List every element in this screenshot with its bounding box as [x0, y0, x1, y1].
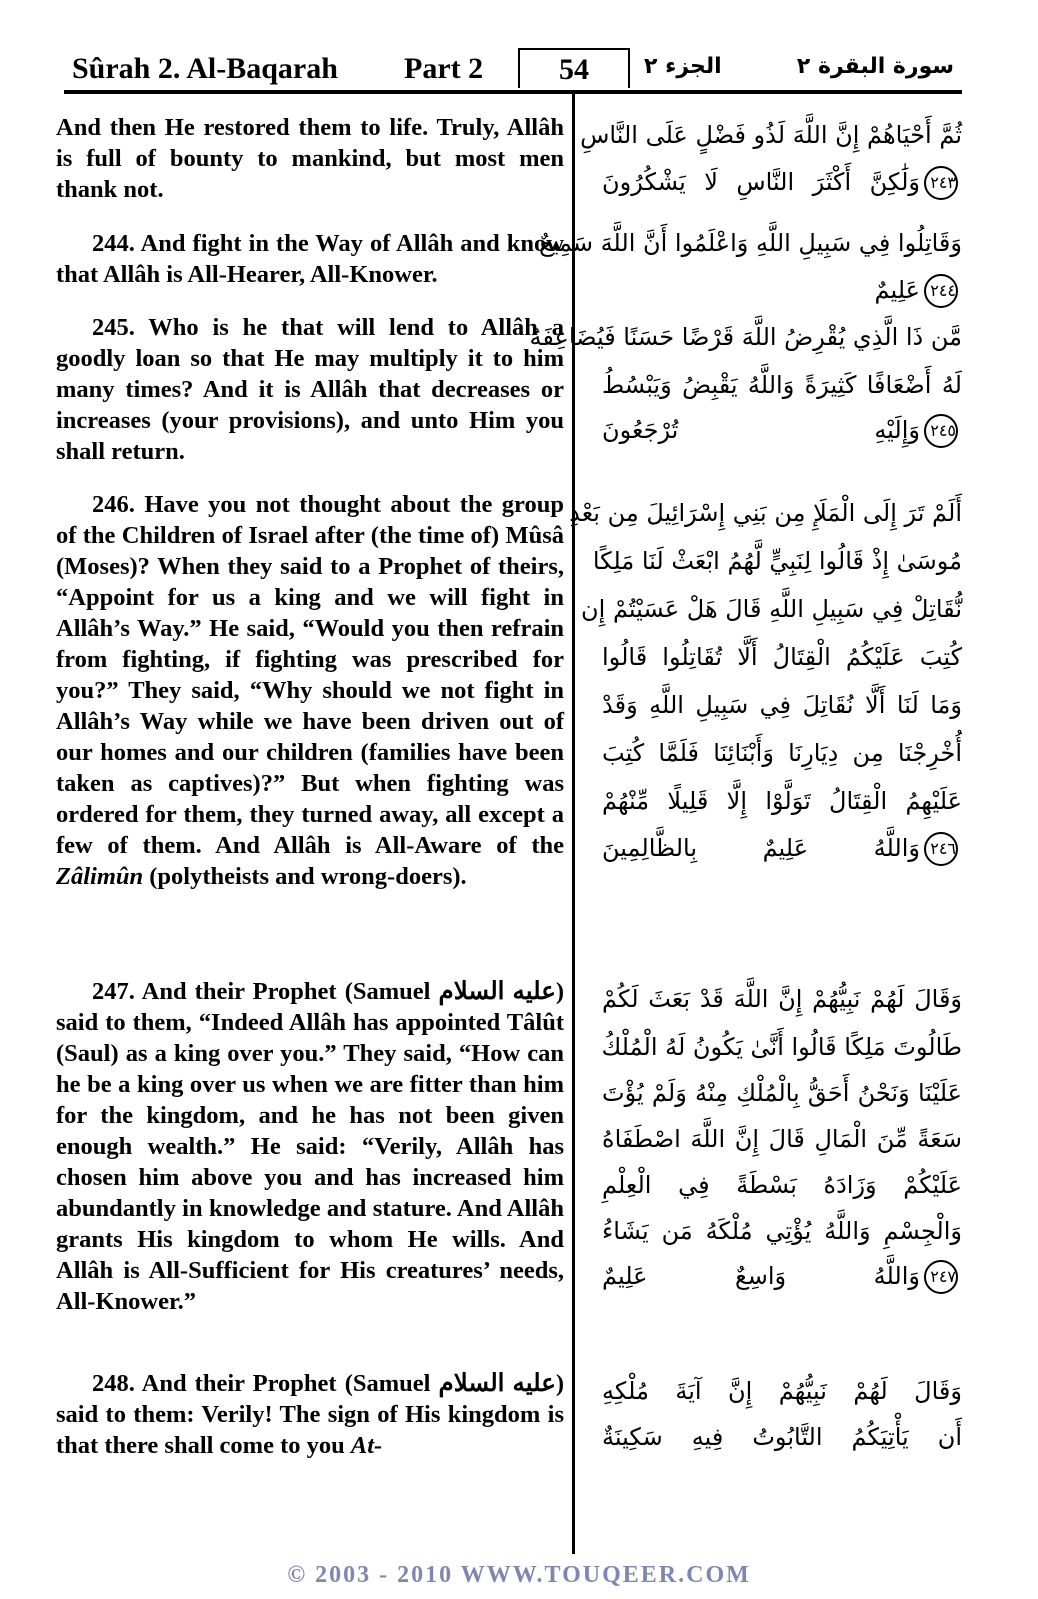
surah-title: Sûrah 2. Al-Baqarah: [72, 52, 338, 85]
arabic-text: وَاللَّهُ عَلِيمٌ بِالظَّالِمِينَ: [602, 834, 920, 862]
column-divider: [572, 94, 575, 1554]
english-paragraph: [56, 112, 564, 205]
verse-number: 245.: [92, 314, 135, 341]
arabic-line: [602, 166, 962, 200]
arabic-line: لَهُ أَضْعَافًا كَثِيرَةً وَاللَّهُ يَقْبِضُ وَيَبْسُطُ: [602, 371, 962, 399]
arabic-text: عَلِيمٌ: [874, 276, 920, 304]
part-label: Part 2: [404, 52, 484, 85]
arabic-line: مُوسَىٰ إِذْ قَالُوا لِنَبِيٍّ لَّهُمُ ابْعَثْ لَنَا مَلِكًا: [592, 547, 962, 575]
arabic-line: طَالُوتَ مَلِكًا قَالُوا أَنَّىٰ يَكُونُ لَهُ الْمُلْكُ: [601, 1033, 962, 1061]
ayah-marker-icon: ٢٤٦: [924, 832, 958, 866]
verse-text: Have you not thought about the group of the Children of Israel after (the time of) Mûsâ (Moses)? When they said to a Prophet of theirs, “Appoint for us a king and we will fight in Allâh’s Way.” He said, “Would you then refrain from fighting, if fighting was prescribed for you?” They said, “Why should we not fight in Allâh’s Way while we have been driven out of our homes and our children (families have been taken as captives)?” But when fighting was ordered for them, they turned away, all except a few of them. And Allâh is All-Aware of the Zâlimûn (polytheists and wrong-doers).: [56, 491, 564, 890]
arabic-text: وَاللَّهُ وَاسِعٌ عَلِيمٌ: [602, 1262, 920, 1290]
arabic-line: أَلَمْ تَرَ إِلَى الْمَلَإِ مِن بَنِي إِسْرَائِيلَ مِن بَعْدِ: [569, 499, 962, 527]
page-header: [64, 48, 962, 90]
ayah-marker-icon: ٢٤٥: [924, 414, 958, 448]
english-paragraph: [56, 312, 564, 467]
surah-title-arabic: سورة البقرة ٢: [796, 54, 954, 79]
header-rule: [64, 90, 962, 94]
english-paragraph: [56, 489, 564, 892]
english-paragraph: [56, 1368, 564, 1461]
arabic-line: كُتِبَ عَلَيْكُمُ الْقِتَالُ أَلَّا تُقَاتِلُوا قَالُوا: [602, 643, 962, 671]
ayah-marker-icon: ٢٤٤: [924, 274, 958, 308]
verse-number: 244.: [92, 230, 135, 257]
arabic-line: عَلَيْكُمْ وَزَادَهُ بَسْطَةً فِي الْعِلْمِ: [602, 1171, 962, 1199]
juz-label-arabic: الجزء ٢: [644, 54, 722, 79]
arabic-line: [602, 274, 962, 308]
verse-text: And their Prophet (Samuel عليه السلام) said to them, “Indeed Allâh has appointed Tâlût (Saul) as a king over you.” They said, “How can he be a king over us when we are fitter than him for the kingdom, and he has not been given enough wealth.” He said: “Verily, Allâh has chosen him above you and has increased him abundantly in knowledge and stature. And Allâh grants His kingdom to whom He wills. And Allâh is All-Sufficient for His creatures’ needs, All-Knower.”: [56, 978, 564, 1315]
arabic-line: أَن يَأْتِيَكُمُ التَّابُوتُ فِيهِ سَكِينَةٌ: [602, 1423, 962, 1451]
arabic-line: أُخْرِجْنَا مِن دِيَارِنَا وَأَبْنَائِنَا فَلَمَّا كُتِبَ: [602, 739, 962, 767]
arabic-text: وَلَٰكِنَّ أَكْثَرَ النَّاسِ لَا يَشْكُرُونَ: [602, 168, 920, 196]
arabic-line: [602, 414, 962, 448]
verse-number: 248.: [92, 1370, 135, 1397]
english-paragraph: [56, 976, 564, 1317]
arabic-line: وَالْجِسْمِ وَاللَّهُ يُؤْتِي مُلْكَهُ مَن يَشَاءُ: [602, 1217, 962, 1245]
arabic-line: [602, 832, 962, 866]
arabic-line: [602, 1260, 962, 1294]
ayah-marker-icon: ٢٤٣: [924, 166, 958, 200]
copyright-footer: © 2003 - 2010 WWW.TOUQEER.COM: [287, 1562, 751, 1588]
verse-text: And then He restored them to life. Truly, Allâh is full of bounty to mankind, but most men thank not.: [56, 114, 564, 203]
arabic-line: عَلَيْهِمُ الْقِتَالُ تَوَلَّوْا إِلَّا قَلِيلًا مِّنْهُمْ: [602, 787, 962, 815]
ayah-marker-icon: ٢٤٧: [924, 1260, 958, 1294]
verse-text: And fight in the Way of Allâh and know that Allâh is All-Hearer, All-Knower.: [56, 230, 564, 288]
verse-number: 247.: [92, 978, 135, 1005]
page-number: 54: [518, 48, 630, 88]
arabic-line: ثُمَّ أَحْيَاهُمْ إِنَّ اللَّهَ لَذُو فَضْلٍ عَلَى النَّاسِ: [580, 121, 962, 149]
verse-text: And their Prophet (Samuel عليه السلام) said to them: Verily! The sign of His kingdom is that there shall come to you At-: [56, 1370, 564, 1459]
arabic-line: وَقَالَ لَهُمْ نَبِيُّهُمْ إِنَّ اللَّهَ قَدْ بَعَثَ لَكُمْ: [602, 985, 962, 1013]
arabic-line: نُّقَاتِلْ فِي سَبِيلِ اللَّهِ قَالَ هَلْ عَسَيْتُمْ إِن: [581, 595, 962, 623]
verse-number: 246.: [92, 491, 135, 518]
arabic-line: سَعَةً مِّنَ الْمَالِ قَالَ إِنَّ اللَّهَ اصْطَفَاهُ: [602, 1125, 962, 1153]
verse-text: Who is he that will lend to Allâh a goodly loan so that He may multiply it to him many times? And it is Allâh that decreases or increases (your provisions), and unto Him you shall return.: [56, 314, 564, 465]
english-paragraph: [56, 228, 564, 290]
arabic-line: وَقَالَ لَهُمْ نَبِيُّهُمْ إِنَّ آيَةَ مُلْكِهِ: [602, 1377, 962, 1405]
arabic-line: مَّن ذَا الَّذِي يُقْرِضُ اللَّهَ قَرْضًا حَسَنًا فَيُضَاعِفَهُ: [529, 323, 962, 351]
arabic-line: وَقَاتِلُوا فِي سَبِيلِ اللَّهِ وَاعْلَمُوا أَنَّ اللَّهَ سَمِيعٌ: [538, 229, 962, 257]
arabic-text: وَإِلَيْهِ تُرْجَعُونَ: [602, 416, 920, 444]
arabic-line: عَلَيْنَا وَنَحْنُ أَحَقُّ بِالْمُلْكِ مِنْهُ وَلَمْ يُؤْتَ: [602, 1079, 962, 1107]
arabic-line: وَمَا لَنَا أَلَّا نُقَاتِلَ فِي سَبِيلِ اللَّهِ وَقَدْ: [602, 691, 962, 719]
